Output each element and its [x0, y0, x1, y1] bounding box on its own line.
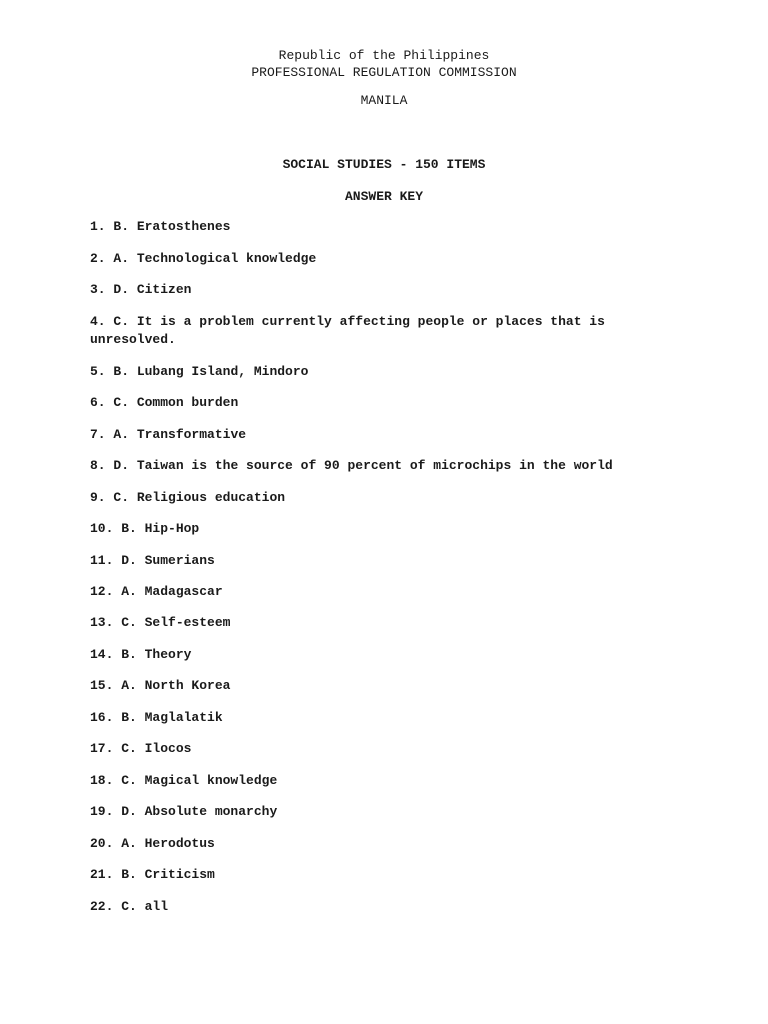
document-title: SOCIAL STUDIES - 150 ITEMS: [282, 157, 486, 172]
answer-item-21: 21. B. Criticism: [90, 867, 215, 882]
answer-item-1: 1. B. Eratosthenes: [90, 219, 231, 234]
answer-item-4: 4. C. It is a problem currently affecting people or places that is unresolved.: [90, 314, 605, 347]
answer-item-12: 12. A. Madagascar: [90, 584, 223, 599]
header-city: MANILA: [360, 93, 408, 108]
answer-item-3: 3. D. Citizen: [90, 282, 192, 297]
answer-item-5: 5. B. Lubang Island, Mindoro: [90, 364, 309, 379]
answer-item-9: 9. C. Religious education: [90, 490, 286, 505]
answer-item-15: 15. A. North Korea: [90, 678, 231, 693]
answer-item-14: 14. B. Theory: [90, 647, 192, 662]
header-republic: Republic of the Philippines: [278, 48, 490, 63]
answer-item-16: 16. B. Maglalatik: [90, 710, 223, 725]
answer-item-6: 6. C. Common burden: [90, 395, 239, 410]
header-commission: PROFESSIONAL REGULATION COMMISSION: [251, 65, 517, 80]
answer-item-10: 10. B. Hip-Hop: [90, 521, 200, 536]
answer-item-17: 17. C. Ilocos: [90, 741, 192, 756]
answer-item-2: 2. A. Technological knowledge: [90, 251, 317, 266]
answer-item-19: 19. D. Absolute monarchy: [90, 804, 278, 819]
document-subtitle: ANSWER KEY: [344, 189, 423, 204]
answer-item-18: 18. C. Magical knowledge: [90, 773, 278, 788]
answer-item-8: 8. D. Taiwan is the source of 90 percent of microchips in the world: [90, 458, 613, 473]
answer-item-11: 11. D. Sumerians: [90, 553, 215, 568]
answer-item-13: 13. C. Self-esteem: [90, 615, 231, 630]
answer-item-7: 7. A. Transformative: [90, 427, 247, 442]
answer-item-22: 22. C. all: [90, 899, 169, 914]
answer-item-20: 20. A. Herodotus: [90, 836, 215, 851]
